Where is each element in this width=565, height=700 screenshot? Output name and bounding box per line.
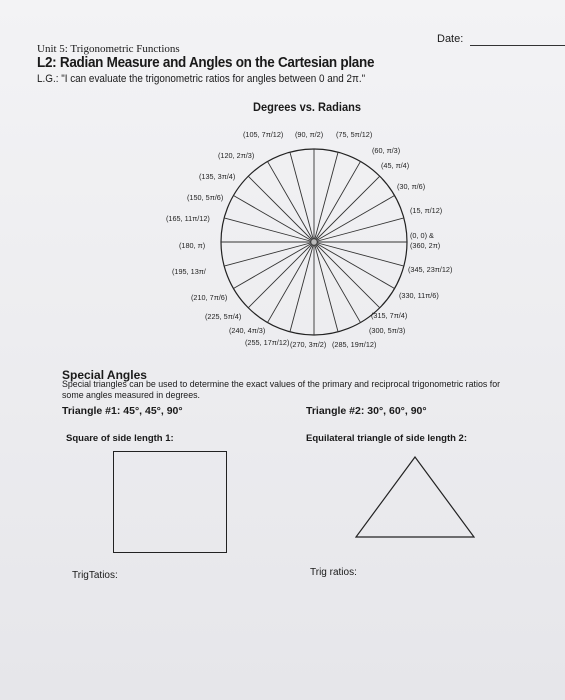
angle-label-330: (330, 11π/6) [399, 291, 439, 300]
angle-label-0: (360, 2π) [410, 241, 441, 250]
angle-label-210: (210, 7π/6) [191, 293, 228, 302]
angle-label-150: (150, 5π/6) [187, 193, 224, 202]
learning-goal: L.G.: "I can evaluate the trigonometric ratios for angles between 0 and 2π." [37, 73, 366, 85]
equilateral-label: Equilateral triangle of side length 2: [306, 433, 467, 444]
angle-ray-195 [224, 242, 314, 266]
angle-label-90: (90, π/2) [295, 130, 324, 139]
angle-label-30: (30, π/6) [397, 182, 426, 191]
angle-label-120: (120, 2π/3) [218, 151, 255, 160]
angle-label-45: (45, π/4) [381, 161, 410, 170]
angle-ray-255 [290, 242, 314, 332]
unit-circle-title: Degrees vs. Radians [253, 100, 362, 114]
angle-label-270: (270, 3π/2) [290, 340, 327, 349]
angle-ray-345 [314, 242, 404, 266]
angle-ray-300 [314, 242, 361, 323]
angle-ray-15 [314, 218, 404, 242]
trig-ratios-label-1: TrigTatios: [72, 570, 118, 581]
angle-label-315: (315, 7π/4) [371, 311, 408, 320]
angle-label-15: (15, π/12) [410, 206, 443, 215]
equilateral-triangle-shape [355, 456, 475, 538]
angle-label-255: (255, 17π/12) [245, 338, 290, 347]
angle-label-225: (225, 5π/4) [205, 312, 242, 321]
square-label: Square of side length 1: [66, 433, 174, 444]
angle-ray-30 [314, 196, 395, 243]
lesson-title: L2: Radian Measure and Angles on the Cartesian plane [37, 55, 375, 71]
angle-ray-150 [233, 196, 314, 243]
angle-ray-330 [314, 242, 395, 289]
special-angles-description: Special triangles can be used to determine the exact values of the primary and reciprocal trigonometric ratios for some angles measured in degrees. [62, 379, 501, 401]
angle-label-240: (240, 4π/3) [229, 326, 266, 335]
angle-label-300: (300, 5π/3) [369, 326, 406, 335]
angle-ray-285 [314, 242, 338, 332]
angle-ray-225 [248, 242, 314, 308]
trig-ratios-label-2: Trig ratios: [310, 567, 357, 578]
angle-ray-240 [268, 242, 315, 323]
angle-label-0: (0, 0) & [410, 231, 434, 240]
angle-ray-75 [314, 152, 338, 242]
angle-ray-165 [224, 218, 314, 242]
angle-label-345: (345, 23π/12) [408, 265, 453, 274]
angle-ray-60 [314, 161, 361, 242]
angle-label-165: (165, 11π/12) [166, 214, 210, 223]
angle-label-285: (285, 19π/12) [332, 340, 377, 349]
angle-ray-135 [248, 176, 314, 242]
angle-ray-315 [314, 242, 380, 308]
triangle-2-label: Triangle #2: 30°, 60°, 90° [306, 405, 427, 417]
angle-label-75: (75, 5π/12) [336, 130, 373, 139]
special-angles-title: Special Angles [62, 368, 147, 382]
angle-ray-120 [268, 161, 315, 242]
triangle-1-label: Triangle #1: 45°, 45°, 90° [62, 405, 183, 417]
unit-title: Unit 5: Trigonometric Functions [37, 43, 180, 55]
angle-label-135: (135, 3π/4) [199, 172, 236, 181]
angle-ray-210 [233, 242, 314, 289]
angle-ray-45 [314, 176, 380, 242]
angle-label-60: (60, π/3) [372, 146, 401, 155]
angle-ray-105 [290, 152, 314, 242]
angle-label-195: (195, 13π/ [172, 267, 206, 276]
angle-label-105: (105, 7π/12) [243, 130, 284, 139]
square-shape [113, 451, 227, 553]
origin-point [311, 239, 317, 245]
angle-label-180: (180, π) [179, 241, 206, 250]
date-label: Date: [437, 33, 464, 45]
